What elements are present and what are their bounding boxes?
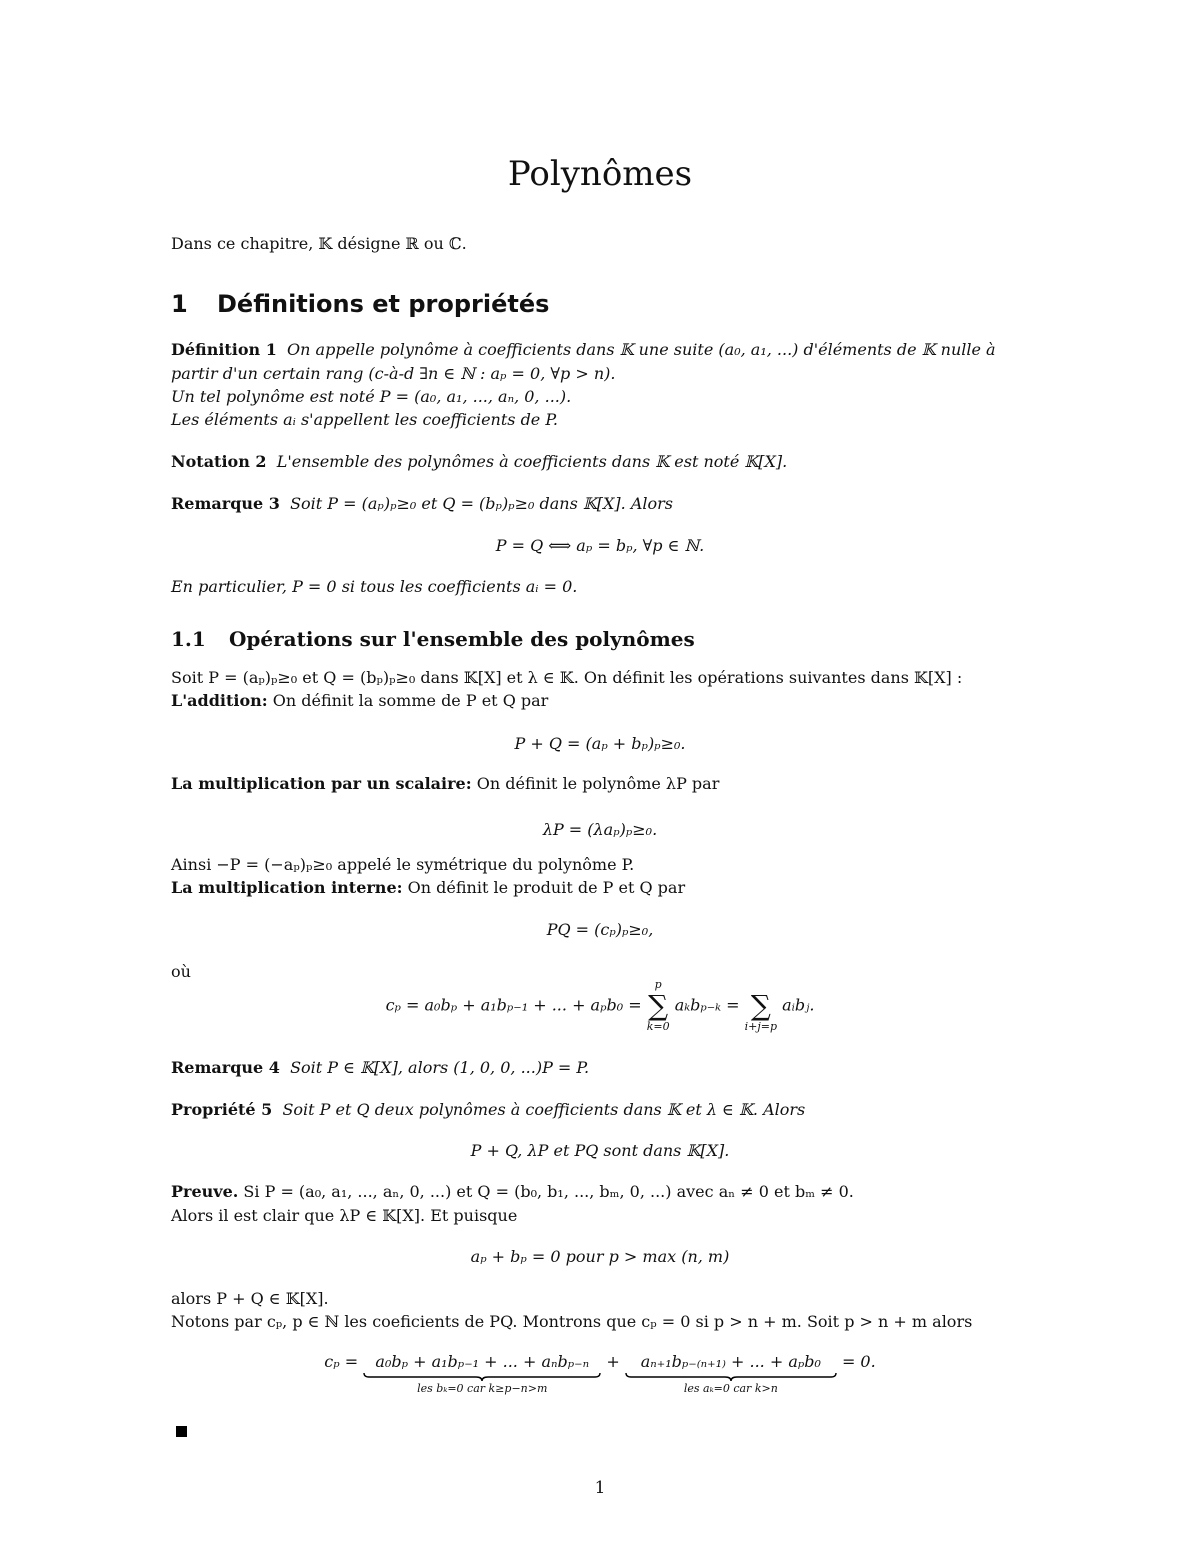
symmetric-text: Ainsi −P = (−aₚ)ₚ≥₀ appelé le symétrique du polynôme P.: [171, 855, 635, 874]
property-5-formula: P + Q, λP et PQ sont dans 𝕂[X].: [470, 1141, 730, 1160]
underbrace-group-1: [363, 1352, 601, 1396]
subsection-title: Opérations sur l'ensemble des polynômes: [229, 627, 695, 651]
internal-mult-label: La multiplication interne:: [171, 878, 403, 897]
proof-text-line4: Notons par cₚ, p ∈ ℕ les coeficients de PQ. Montrons que cₚ = 0 si p > n + m. Soit p > n + m alors: [171, 1312, 973, 1331]
product-formula: PQ = (cₚ)ₚ≥₀,: [546, 920, 654, 939]
cp-left: cₚ = a₀bₚ + a₁bₚ₋₁ + ... + aₚb₀ =: [385, 995, 642, 1015]
sum-k-term: aₖbₚ₋ₖ =: [674, 995, 740, 1015]
definition-text-line4: Les éléments aᵢ s'appellent les coefficients de P.: [171, 410, 558, 429]
remark-3-after: En particulier, P = 0 si tous les coefficients aᵢ = 0.: [171, 577, 578, 596]
sum-k-top: p: [654, 978, 662, 991]
remark-text: Soit P ∈ 𝕂[X], alors (1, 0, 0, ...)P = P.: [290, 1058, 590, 1077]
remark-4: [171, 1058, 589, 1078]
brace-note-2: les aₖ=0 car k>n: [683, 1382, 778, 1395]
definition-1: [171, 340, 996, 360]
brace-expression-1: a₀bₚ + a₁bₚ₋₁ + ... + aₙbₚ₋ₙ: [375, 1352, 590, 1371]
scalar-text: On définit le polynôme λP par: [476, 774, 720, 793]
addition-label: L'addition:: [171, 691, 268, 710]
cp-formula: [0, 978, 1200, 1034]
proof-line1: [171, 1182, 854, 1202]
sigma-icon: ∑: [750, 989, 771, 1022]
proof-text-line3: alors P + Q ∈ 𝕂[X].: [171, 1289, 329, 1308]
sigma-icon: ∑: [648, 989, 669, 1022]
internal-mult-text: On définit le produit de P et Q par: [407, 878, 686, 897]
sum-k-bottom: k=0: [646, 1020, 670, 1033]
page-number: 1: [594, 1478, 606, 1498]
remark-label: Remarque 4: [171, 1058, 280, 1077]
property-5: [171, 1100, 805, 1120]
section-title: Définitions et propriétés: [217, 290, 550, 318]
underbrace-icon: [363, 1372, 601, 1382]
proof-formula-1: aₚ + bₚ = 0 pour p > max (n, m): [470, 1247, 730, 1266]
sum-ij: [745, 978, 777, 1034]
sum-ij-bottom: i+j=p: [744, 1020, 778, 1033]
property-label: Propriété 5: [171, 1100, 273, 1119]
remark-text: Soit P = (aₚ)ₚ≥₀ et Q = (bₚ)ₚ≥₀ dans 𝕂[X]. Alors: [290, 494, 673, 513]
sum-ij-term: aᵢbⱼ.: [782, 995, 815, 1015]
qed-square-icon: [176, 1426, 187, 1437]
formula-suffix: = 0.: [841, 1352, 876, 1371]
definition-text-line1: On appelle polynôme à coefficients dans 𝕂 une suite (a₀, a₁, ...) d'éléments de 𝕂 nulle à: [287, 340, 996, 359]
proof-text-line2: Alors il est clair que λP ∈ 𝕂[X]. Et puisque: [171, 1206, 518, 1225]
addition-formula: P + Q = (aₚ + bₚ)ₚ≥₀.: [514, 734, 686, 753]
scalar-label: La multiplication par un scalaire:: [171, 774, 472, 793]
plus-sign: +: [606, 1352, 620, 1371]
remark-3-formula: P = Q ⟺ aₚ = bₚ, ∀p ∈ ℕ.: [495, 536, 705, 555]
definition-text-line3: Un tel polynôme est noté P = (a₀, a₁, ..., aₙ, 0, ...).: [171, 387, 572, 406]
proof-label: Preuve.: [171, 1182, 239, 1201]
notation-2: [171, 452, 787, 472]
page-title: Polynômes: [507, 154, 693, 194]
addition-text: On définit la somme de P et Q par: [272, 691, 549, 710]
ou-text: où: [171, 962, 191, 981]
sum-k: [647, 978, 670, 1034]
subsection-number: 1.1: [171, 627, 206, 651]
definition-label: Définition 1: [171, 340, 277, 359]
internal-mult-line: [171, 878, 685, 898]
section-number: 1: [171, 290, 188, 318]
brace-note-1: les bₖ=0 car k≥p−n>m: [417, 1382, 548, 1395]
section-1-heading: [171, 289, 549, 319]
property-text: Soit P et Q deux polynômes à coefficients dans 𝕂 et λ ∈ 𝕂. Alors: [282, 1100, 806, 1119]
addition-line: [171, 691, 548, 711]
definition-text-line2: partir d'un certain rang (c-à-d ∃n ∈ ℕ : aₚ = 0, ∀p > n).: [171, 364, 616, 383]
underbrace-group-2: [625, 1352, 837, 1396]
brace-expression-2: aₙ₊₁bₚ₋₍ₙ₊₁₎ + ... + aₚb₀: [640, 1352, 821, 1371]
notation-text: L'ensemble des polynômes à coefficients dans 𝕂 est noté 𝕂[X].: [276, 452, 788, 471]
intro-text: Dans ce chapitre, 𝕂 désigne ℝ ou ℂ.: [171, 234, 467, 253]
remark-3: [171, 494, 673, 514]
remark-label: Remarque 3: [171, 494, 280, 513]
notation-label: Notation 2: [171, 452, 267, 471]
scalar-line: [171, 774, 719, 794]
cp-zero-formula: [0, 1352, 1200, 1412]
section-1-1-heading: [171, 626, 695, 652]
operations-intro: Soit P = (aₚ)ₚ≥₀ et Q = (bₚ)ₚ≥₀ dans 𝕂[X] et λ ∈ 𝕂. On définit les opérations suivantes dans 𝕂[X] :: [171, 668, 963, 687]
cp-prefix: cₚ =: [324, 1352, 359, 1371]
proof-text-line1: Si P = (a₀, a₁, ..., aₙ, 0, ...) et Q = (b₀, b₁, ..., bₘ, 0, ...) avec aₙ ≠ 0 et bₘ ≠ 0.: [243, 1182, 854, 1201]
scalar-formula: λP = (λaₚ)ₚ≥₀.: [542, 820, 658, 839]
underbrace-icon: [625, 1372, 837, 1382]
